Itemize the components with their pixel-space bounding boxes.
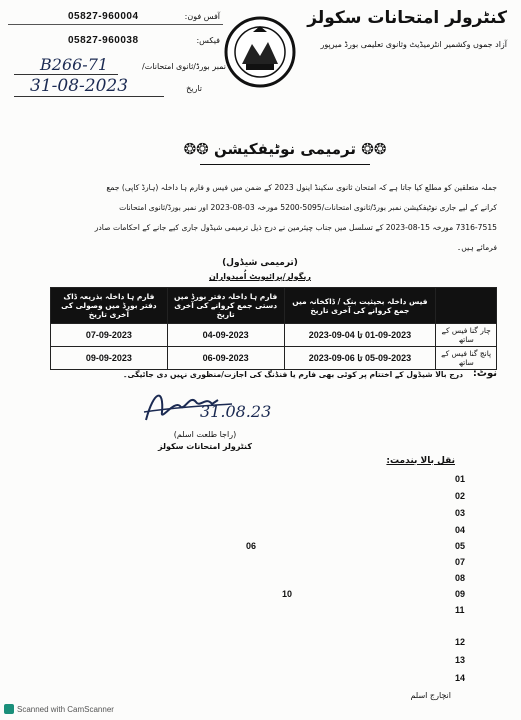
schedule-table-wrapper — [50, 287, 497, 370]
header-divider — [8, 24, 223, 25]
date-underline — [14, 96, 164, 97]
copy-number: 02 — [455, 491, 466, 501]
copy-number: 08 — [455, 573, 466, 583]
notice-title — [120, 140, 450, 158]
copy-number: 06 — [246, 541, 257, 551]
signatory-name: (راجا طلعت اسلم) — [173, 430, 237, 439]
org-subtitle: آزاد جموں وکشمیر انٹرمیڈیٹ وثانوی تعلیمی بورڈ میرپور — [320, 40, 507, 49]
table-row — [51, 347, 497, 370]
copies-heading: نقل بالا بندمت: — [386, 456, 455, 466]
schedule-subtitle: ریگولر/پرائیویٹ اُمیدواران — [209, 272, 311, 281]
bank-date: 05-09-2023 تا 06-09-2023 — [284, 347, 436, 370]
body-paragraph-1: جملہ متعلقین کو مطلع کیا جاتا ہے کہ امتحان ثانوی سکینڈ اینول 2023 کے ضمن میں فیس و فارم ہا داخلہ (ہارڈ کاپی) جمع — [106, 183, 497, 192]
date-value: 31-08-2023 — [30, 76, 129, 96]
signature-date: 31.08.23 — [200, 402, 272, 421]
copy-number: 01 — [455, 474, 466, 484]
copy-number: 11 — [455, 605, 465, 615]
camscanner-logo-icon — [4, 704, 14, 714]
copy-number: 12 — [455, 637, 466, 647]
copy-number: 03 — [455, 508, 466, 518]
schedule-table — [50, 287, 497, 370]
post-date: 09-09-2023 — [51, 347, 168, 370]
reference-label: نمبر بورڈ/ثانوی امتحانات/ — [142, 62, 226, 71]
body-paragraph-2: کرانے کے لیے جاری نوٹیفکیشن نمبر بورڈ/ثانوی امتحانات/5095-5200 مورخہ 03-08-2023 اور نمبر بورڈ/ثانوی امتحانات — [119, 203, 497, 212]
board-logo-icon — [222, 14, 298, 90]
footer-mark: انچارج اسلم — [410, 691, 451, 700]
copy-number: 10 — [282, 589, 293, 599]
schedule-title: (ترمیمی شیڈول) — [222, 258, 298, 268]
copy-number: 13 — [455, 655, 466, 665]
ornament-right-icon: ❂❂ — [183, 140, 209, 158]
schedule-header-blank — [436, 288, 497, 324]
hand-date: 06-09-2023 — [167, 347, 284, 370]
copy-number: 05 — [455, 541, 466, 551]
office-phone-label: آفس فون: — [184, 12, 220, 21]
schedule-header-bank: فیس داخلہ بحیثیت بنک / ڈاکخانہ میں جمع کروانے کی آخری تاریخ — [284, 288, 436, 324]
schedule-header-hand: فارم ہا داخلہ دفتر بورڈ میں دستی جمع کروانے کی آخری تاریخ — [167, 288, 284, 324]
ornament-left-icon: ❂❂ — [361, 140, 387, 158]
row-label: پانچ گنا فیس کے ساتھ — [436, 347, 497, 370]
body-paragraph-4: فرمائے ہیں۔ — [456, 243, 497, 252]
schedule-header-post: فارم ہا داخلہ بذریعہ ڈاک دفتر بورڈ میں وصولی کی آخری تاریخ — [51, 288, 168, 324]
signatory-designation: کنٹرولر امتحانات سکولز — [158, 442, 252, 451]
post-date: 07-09-2023 — [51, 324, 168, 347]
scanner-watermark — [4, 704, 114, 714]
reference-underline — [14, 74, 118, 75]
scanner-text: Scanned with CamScanner — [17, 704, 114, 714]
phone-number-2: 05827-960038 — [68, 35, 139, 46]
schedule-header-row — [51, 288, 497, 324]
note-text: درج بالا شیڈول کے اختتام پر کوئی بھی فارم یا فنڈنگ کی اجازت/منظوری نہیں دی جائیگی۔ — [123, 370, 463, 379]
copy-number: 04 — [455, 525, 466, 535]
phone-number-1: 05827-960004 — [68, 11, 139, 22]
row-label: چار گنا فیس کے ساتھ — [436, 324, 497, 347]
note-label: نوٹ: — [472, 368, 497, 379]
copy-number: 14 — [455, 673, 466, 683]
copy-number: 09 — [455, 589, 466, 599]
reference-number: B266-71 — [40, 55, 109, 74]
bank-date: 01-09-2023 تا 04-09-2023 — [284, 324, 436, 347]
copy-number: 07 — [455, 557, 466, 567]
title-underline — [200, 164, 370, 165]
body-paragraph-3: 7316-7515 مورخہ 15-08-2023 کے تسلسل میں جناب چیئرمین نے درج ذیل ترمیمی شیڈول جاری کیے جانے کے احکامات صادر — [94, 223, 497, 232]
org-title: کنٹرولر امتحانات سکولز — [307, 8, 507, 28]
date-label: تاریخ — [186, 84, 202, 93]
table-row — [51, 324, 497, 347]
notice-title-text: ترمیمی نوٹیفکیشن — [213, 140, 357, 158]
fax-label: فیکس: — [196, 36, 220, 45]
hand-date: 04-09-2023 — [167, 324, 284, 347]
